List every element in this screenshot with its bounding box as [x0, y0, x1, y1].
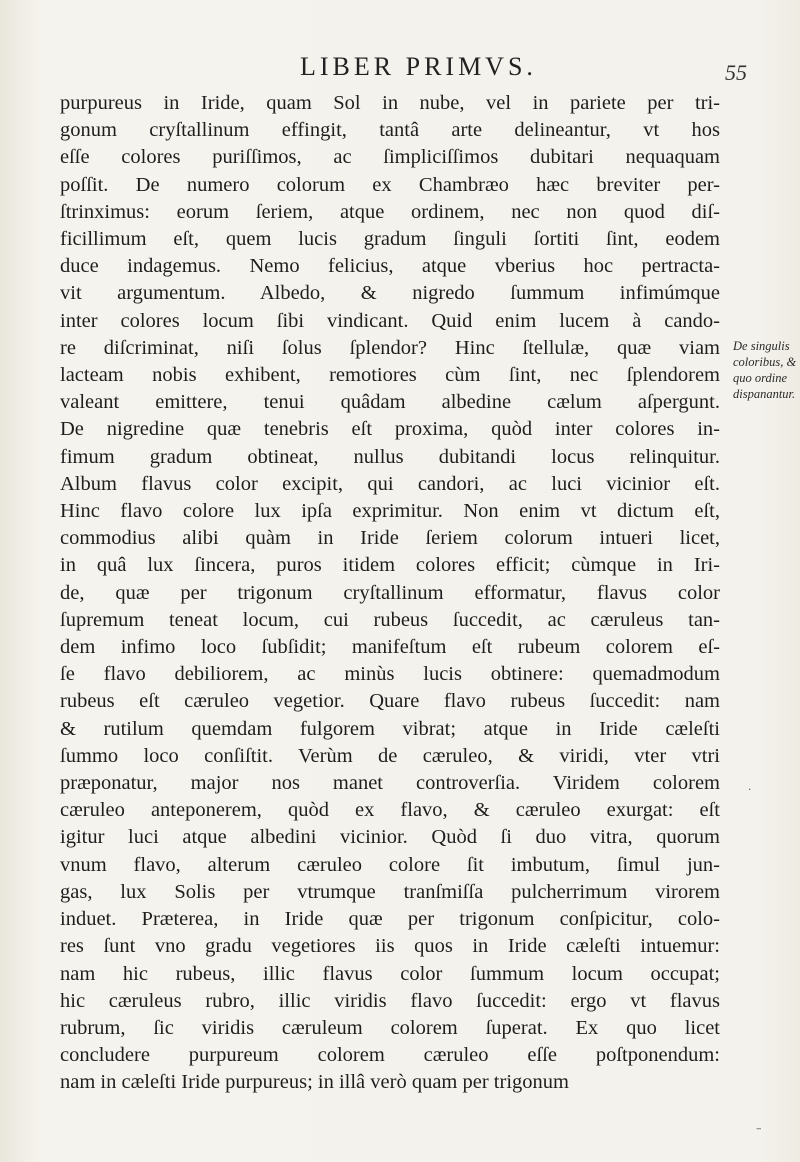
text-line: nam in cæleſti Iride purpureus; in illâ verò quam per trigonum [60, 1071, 569, 1094]
text-line: nam hic rubeus, illic flavus color ſummum locum occupat; [60, 962, 720, 985]
text-line: eſſe colores puriſſimos, ac ſimpliciſſimos dubitari nequaquam [60, 146, 720, 169]
marginal-note-line: dispanantur. [733, 387, 796, 401]
text-line: ſe flavo debiliorem, ac minùs lucis obtinere: quemadmodum [60, 663, 720, 686]
text-line: gonum cryſtallinum effingit, tantâ arte delineantur, vt hos [60, 119, 720, 142]
text-line: res ſunt vno gradu vegetiores iis quos in Iride cæleſti intuemur: [60, 935, 720, 958]
text-line: gas, lux Solis per vtrumque tranſmiſſa pulcherrimum virorem [60, 880, 720, 903]
text-line: cæruleo anteponerem, quòd ex flavo, & cæruleo exurgat: eſt [60, 799, 720, 822]
text-line: concludere purpureum colorem cæruleo eſſe poſtponendum: [60, 1044, 720, 1067]
marginal-note-line: De singulis [733, 339, 790, 353]
text-line: vit argumentum. Albedo, & nigredo ſummum infimúmque [60, 282, 720, 305]
marginal-note-line: coloribus, & [733, 355, 797, 369]
text-line: induet. Præterea, in Iride quæ per trigonum conſpicitur, colo- [60, 908, 720, 931]
text-line: lacteam nobis exhibent, remotiores cùm ſint, nec ſplendorem [60, 364, 720, 387]
text-line: vnum flavo, alterum cæruleo colore ſit imbutum, ſimul jun- [60, 853, 720, 876]
text-line: re diſcriminat, niſi ſolus ſplendor? Hinc ſtellulæ, quæ viam [60, 336, 720, 359]
text-line: de, quæ per trigonum cryſtallinum efformatur, flavus color [60, 581, 720, 604]
text-line: Hinc flavo colore lux ipſa exprimitur. Non enim vt dictum eſt, [60, 500, 720, 523]
text-line: fimum gradum obtineat, nullus dubitandi locus relinquitur. [60, 445, 720, 468]
text-line: poſſit. De numero colorum ex Chambræo hæc breviter per- [60, 173, 720, 196]
body-text [60, 90, 720, 1097]
text-line: & rutilum quemdam fulgorem vibrat; atque in Iride cæleſti [60, 717, 720, 740]
text-line: dem infimo loco ſubſidit; manifeſtum eſt rubeum colorem eſ- [60, 636, 720, 659]
marginal-note-line: quo ordine [733, 371, 788, 385]
text-line: ſupremum teneat locum, cui rubeus ſuccedit, ac cæruleus tan- [60, 608, 720, 631]
ink-speck: · [748, 783, 752, 796]
page-number: 55 [725, 60, 747, 85]
text-line: De nigredine quæ tenebris eſt proxima, quòd inter colores in- [60, 418, 720, 441]
text-line: duce indagemus. Nemo felicius, atque vberius hoc pertracta- [60, 255, 720, 278]
text-line: purpureus in Iride, quam Sol in nube, vel in pariete per tri- [60, 92, 720, 114]
ink-speck: – [756, 1122, 762, 1135]
marginal-note [733, 338, 799, 402]
page-header [0, 52, 800, 92]
text-line: præponatur, major nos manet controverſia. Viridem colorem [60, 772, 720, 795]
text-line: ficillimum eſt, quem lucis gradum ſinguli ſortiti ſint, eodem [60, 228, 720, 251]
text-line: Album flavus color excipit, qui candori, ac luci vicinior eſt. [60, 472, 720, 495]
text-line: rubeus eſt cæruleo vegetior. Quare flavo rubeus ſuccedit: nam [60, 690, 720, 713]
text-line: ſummo loco conſiſtit. Verùm de cæruleo, & viridi, vter vtri [60, 744, 720, 767]
text-line: rubrum, ſic viridis cæruleum colorem ſuperat. Ex quo licet [60, 1016, 720, 1039]
text-line: hic cæruleus rubro, illic viridis flavo ſuccedit: ergo vt flavus [60, 989, 720, 1012]
text-line: igitur luci atque albedini vicinior. Quòd ſi duo vitra, quorum [60, 826, 720, 849]
text-line: valeant emittere, tenui quâdam albedine cælum aſpergunt. [60, 391, 720, 414]
text-line: in quâ lux ſincera, puros itidem colores efficit; cùmque in Iri- [60, 554, 720, 577]
running-head: LIBER PRIMVS. [300, 52, 537, 81]
text-line: inter colores locum ſibi vindicant. Quid enim lucem à cando- [60, 309, 720, 332]
text-line: commodius alibi quàm in Iride ſeriem colorum intueri licet, [60, 527, 720, 550]
text-line: ſtrinximus: eorum ſeriem, atque ordinem, nec non quod diſ- [60, 200, 720, 223]
